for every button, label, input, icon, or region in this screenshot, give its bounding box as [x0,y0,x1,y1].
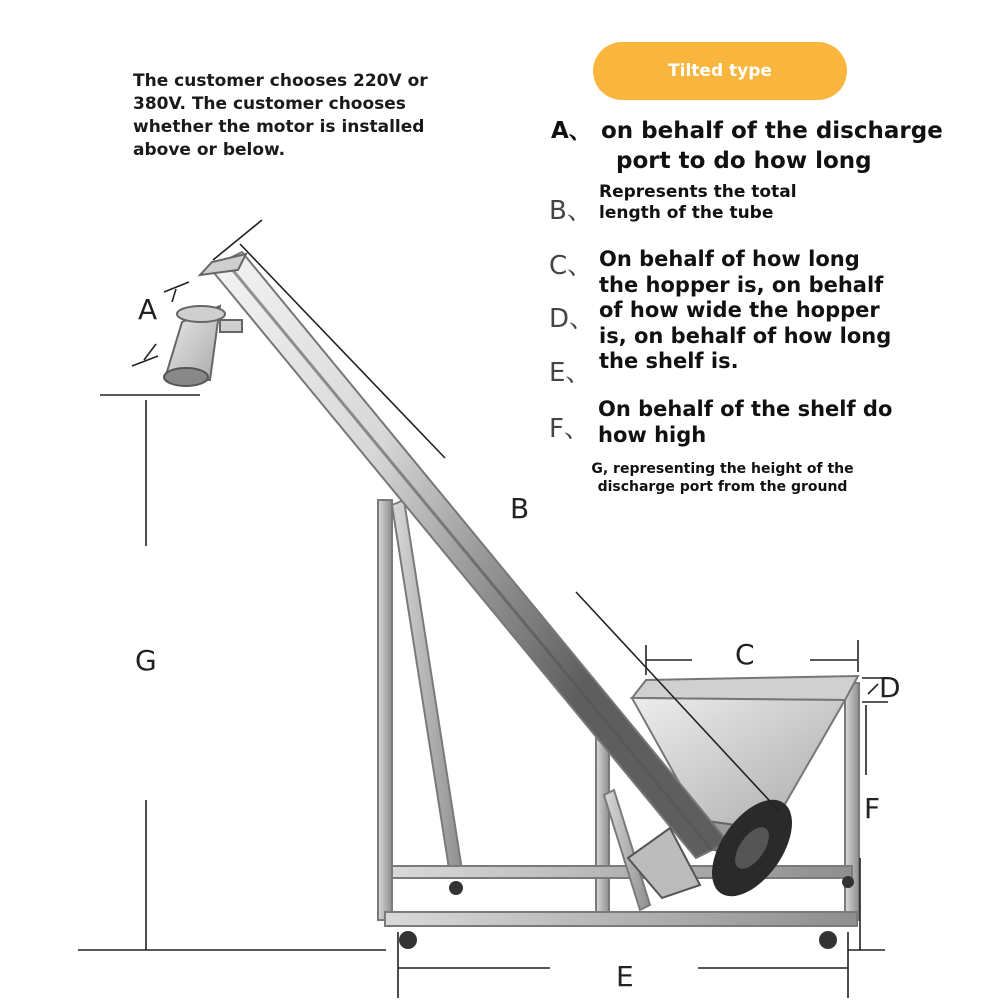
legend-g-text: G, representing the height of the discharge port from the ground [591,461,854,495]
dim-label-f: F [864,792,881,825]
dim-label-d: D [879,671,901,704]
dim-label-a: A [138,293,158,326]
customer-note: The customer chooses 220V or 380V. The customer chooses whether the motor is installed above or below. [133,71,428,160]
legend-a-line2: port to do how long [616,148,872,174]
legend-b-text: Represents the total length of the tube [599,182,797,223]
legend-b-letter: B、 [549,196,593,226]
legend-a [551,116,991,176]
legend-f-text: On behalf of the shelf do how high [598,397,893,447]
legend-c-letter: C、 [549,251,594,281]
dim-label-b: B [510,492,530,525]
legend-cde-text: On behalf of how long the hopper is, on behalf of how wide the hopper is, on behalf of how long the shelf is. [599,247,892,373]
legend-d-letter: D、 [549,304,596,334]
legend-a-line1: on behalf of the discharge [601,118,943,144]
dim-label-g: G [135,644,157,677]
legend-a-letter: A、 [551,118,592,144]
legend-e-letter: E、 [549,358,592,388]
legend-f-letter: F、 [549,414,590,444]
dim-label-c: C [735,638,755,671]
dim-label-e: E [616,960,634,993]
discharge-port [164,306,242,386]
tilted-type-badge: Tilted type [593,42,847,100]
